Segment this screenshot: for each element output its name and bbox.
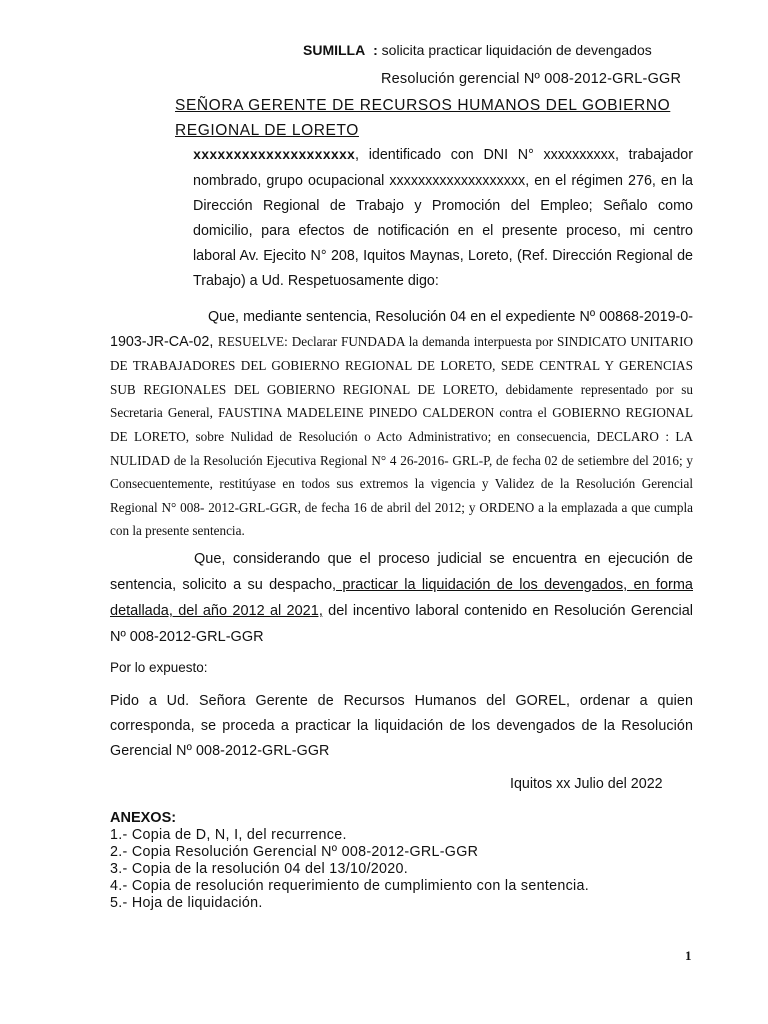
anexos-heading: ANEXOS: [110,810,177,826]
addressee-heading: SEÑORA GERENTE DE RECURSOS HUMANOS DEL GOBIERNO REGIONAL DE LORETO [175,97,671,139]
anexo-item: 5.- Hoja de liquidación. [110,895,263,911]
sumilla-label: SUMILLA [303,42,366,58]
intro-text: , identificado con DNI N° xxxxxxxxxx, trabajador nombrado, grupo ocupacional xxxxxxxxxxxxxxxxxxx, en el régimen 276, en la Dirección Regional de Trabajo y Promoción del Empleo; Señalo como domicilio, para efectos de notificación en el presente proceso, mi centro laboral Av. Ejecito N° 208, Iquitos Maynas, Loreto, (Ref. Dirección Regional de Trabajo) a Ud. Respetuosamente digo: [193,147,693,289]
anexo-item: 4.- Copia de resolución requerimiento de cumplimiento con la sentencia. [110,878,590,894]
request-paragraph: Pido a Ud. Señora Gerente de Recursos Humanos del GOREL, ordenar a quien corresponda, se proceda a practicar la liquidación de los devengados de la Resolución Gerencial Nº 008-2012-GRL-GGR [110,693,693,759]
sumilla-line [303,42,652,58]
request-context-underlined: , practicar la liquidación de los devengados, en forma detallada, del año 2012 al 2021, [110,577,693,619]
request-context-paragraph [110,546,693,650]
sumilla-resolution-ref: Resolución gerencial Nº 008-2012-GRL-GGR [381,71,682,87]
petitioner-name: xxxxxxxxxxxxxxxxxxxx [193,149,356,164]
date-line: Iquitos xx Julio del 2022 [510,776,663,792]
request-context-end: del incentivo laboral contenido en Resolución Gerencial Nº 008-2012-GRL-GGR [110,603,693,645]
intro-paragraph [193,143,693,294]
resolution-paragraph [110,305,693,543]
sumilla-separator: : [373,42,378,58]
page-number: 1 [685,948,692,963]
request-context-start: Que, considerando que el proceso judicial se encuentra en ejecución de sentencia, solicito a su despacho [110,551,693,593]
anexo-item: 1.- Copia de D, N, I, del recurrence. [110,827,347,843]
sumilla-text: solicita practicar liquidación de devengados [381,42,652,58]
por-lo-expuesto: Por lo expuesto: [110,660,208,675]
anexo-item: 3.- Copia de la resolución 04 del 13/10/2020. [110,861,409,877]
resolution-paragraph-lead: Que, mediante sentencia, Resolución 04 en el expediente Nº 00868-2019-0-1903-JR-CA-02, [110,309,693,350]
resolution-paragraph-body: RESUELVE: Declarar FUNDADA la demanda interpuesta por SINDICATO UNITARIO DE TRABAJADORES DEL GOBIERNO REGIONAL DE LORETO, SEDE CENTRAL Y GERENCIAS SUB REGIONALES DEL GOBIERNO REGIONAL DE LORETO, debidamente representado por su Secretaria General, FAUSTINA MADELEINE PINEDO CALDERON contra el GOBIERNO REGIONAL DE LORETO, sobre Nulidad de Resolución o Acto Administrativo; en consecuencia, DECLARO : LA NULIDAD de la Resolución Ejecutiva Regional N° 4 26-2016- GRL-P, de fecha 02 de setiembre del 2016; y Consecuentemente, restitúyase en todos sus extremos la vigencia y Validez de la Resolución Gerencial Regional N° 008- 2012-GRL-GGR, de fecha 16 de abril del 2012; y ORDENO a la emplazada a que cumpla con la presente sentencia. [110,333,693,539]
anexo-item: 2.- Copia Resolución Gerencial Nº 008-2012-GRL-GGR [110,844,479,860]
anexos-section [110,810,589,912]
